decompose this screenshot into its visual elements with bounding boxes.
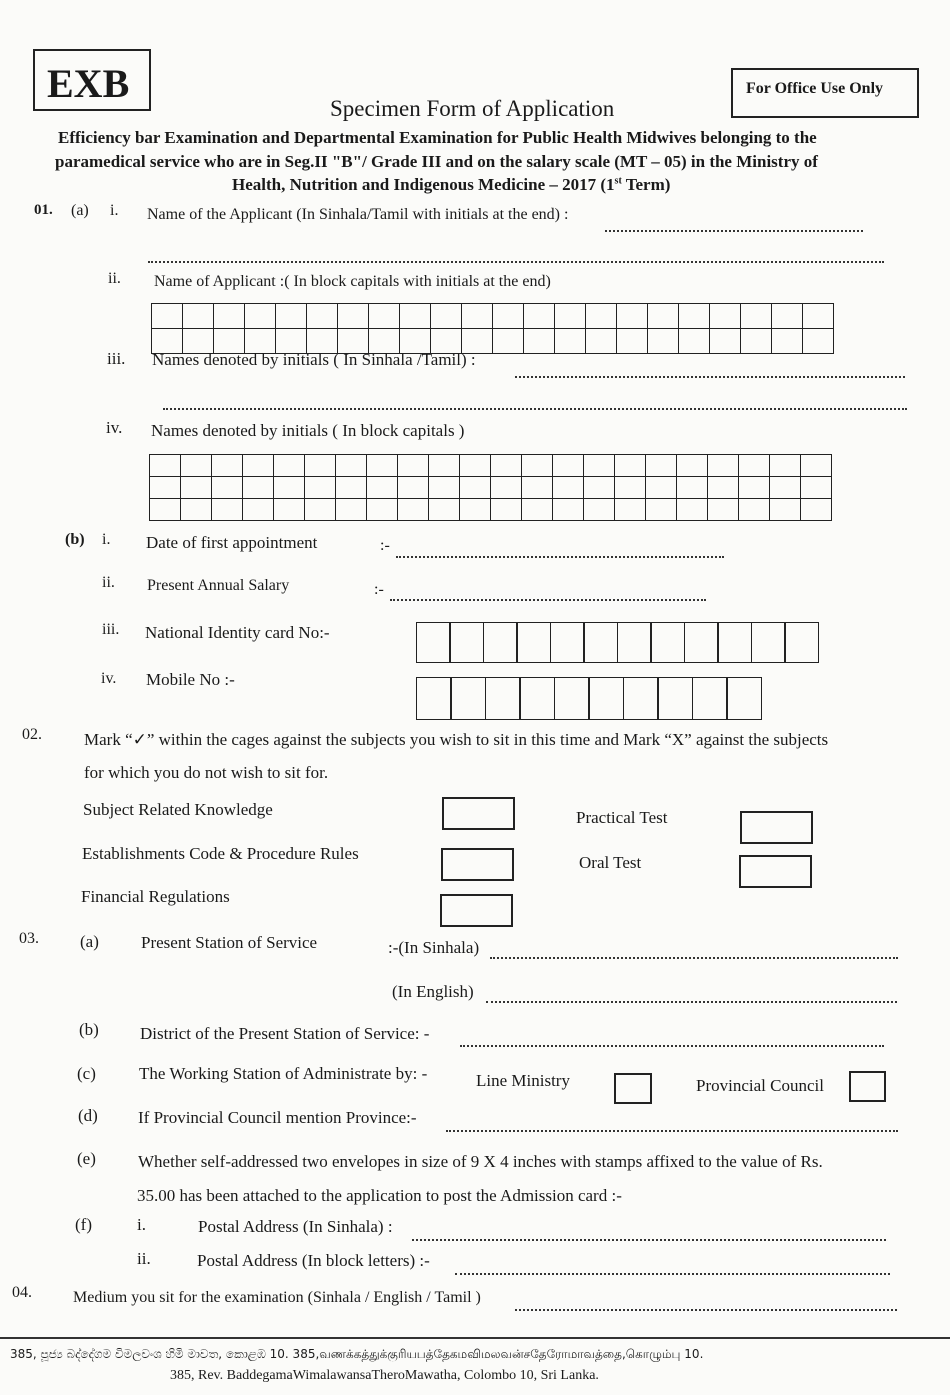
grid-cell[interactable]: [151, 303, 184, 330]
subtitle-end: Term): [621, 175, 671, 194]
practical-test-checkbox[interactable]: [740, 811, 813, 844]
initials-block-grid[interactable]: [150, 455, 832, 521]
sec3-b-label: (b): [79, 1020, 99, 1039]
grid-cell[interactable]: [180, 476, 213, 500]
grid-cell[interactable]: [521, 476, 554, 500]
footer-divider: [0, 1337, 950, 1339]
province-line[interactable]: [446, 1130, 898, 1132]
sec1-number: 01.: [34, 202, 53, 218]
grid-cell[interactable]: [213, 303, 246, 330]
grid-cell[interactable]: [707, 498, 740, 522]
grid-cell[interactable]: [676, 454, 709, 478]
mobile-box[interactable]: [554, 677, 590, 720]
grid-cell[interactable]: [647, 303, 680, 330]
administrate-label: The Working Station of Administrate by: -: [139, 1064, 428, 1083]
grid-cell[interactable]: [709, 328, 742, 355]
sec1-b-iii-num: iii.: [102, 621, 120, 638]
annual-salary-sep: :-: [374, 581, 384, 598]
grid-cell[interactable]: [800, 454, 833, 478]
mobile-box[interactable]: [623, 677, 659, 720]
grid-cell[interactable]: [645, 476, 678, 500]
line-ministry-label: Line Ministry: [476, 1071, 570, 1090]
mobile-box[interactable]: [485, 677, 521, 720]
sec1-a-iv-num: iv.: [106, 418, 123, 437]
grid-cell[interactable]: [738, 476, 771, 500]
provincial-council-checkbox[interactable]: [849, 1071, 886, 1102]
sec3-f-ii-num: ii.: [137, 1249, 151, 1268]
grid-cell[interactable]: [521, 454, 554, 478]
grid-cell[interactable]: [335, 476, 368, 500]
grid-cell[interactable]: [366, 498, 399, 522]
sec3-f-i-num: i.: [137, 1215, 146, 1234]
nic-box[interactable]: [583, 622, 618, 663]
practical-test-label: Practical Test: [576, 808, 668, 827]
grid-cell[interactable]: [740, 303, 773, 330]
subtitle-line-3: [232, 175, 670, 195]
initials-sinhala-line-1[interactable]: [515, 376, 905, 378]
grid-cell[interactable]: [614, 454, 647, 478]
mobile-box[interactable]: [657, 677, 693, 720]
applicant-name-sinhala-line-1[interactable]: [605, 230, 863, 232]
grid-cell[interactable]: [366, 476, 399, 500]
mobile-box[interactable]: [450, 677, 486, 720]
sec1-a-ii-num: ii.: [108, 270, 121, 287]
first-appointment-label: Date of first appointment: [146, 533, 318, 552]
postal-block-line[interactable]: [455, 1273, 890, 1275]
grid-cell[interactable]: [335, 498, 368, 522]
grid-cell[interactable]: [275, 303, 308, 330]
grid-cell[interactable]: [492, 328, 525, 355]
sec2-instruction-2: for which you do not wish to sit for.: [84, 763, 329, 782]
subtitle-line-2: paramedical service who are in Seg.II "B"/ Grade III and on the salary scale (MT – 05) in the Ministry of: [55, 152, 818, 171]
subtitle-line-1: Efficiency bar Examination and Departmental Examination for Public Health Midwives belonging to the: [58, 128, 817, 147]
nic-box[interactable]: [416, 622, 451, 663]
grid-cell[interactable]: [554, 303, 587, 330]
applicant-name-sinhala-line-2[interactable]: [148, 261, 884, 263]
nic-box[interactable]: [449, 622, 484, 663]
mobile-box[interactable]: [726, 677, 762, 720]
establishments-code-label: Establishments Code & Procedure Rules: [82, 844, 359, 863]
initials-sinhala-line-2[interactable]: [163, 408, 907, 410]
grid-cell[interactable]: [428, 498, 461, 522]
grid-cell[interactable]: [430, 303, 463, 330]
grid-cell[interactable]: [583, 498, 616, 522]
grid-cell[interactable]: [552, 454, 585, 478]
grid-cell[interactable]: [614, 498, 647, 522]
grid-cell[interactable]: [521, 498, 554, 522]
grid-cell[interactable]: [397, 498, 430, 522]
grid-cell[interactable]: [149, 454, 182, 478]
present-station-sinhala-line[interactable]: [490, 957, 898, 959]
grid-cell[interactable]: [645, 498, 678, 522]
mobile-label: Mobile No :-: [146, 670, 235, 689]
present-station-english-label: (In English): [392, 982, 474, 1001]
grid-cell[interactable]: [585, 328, 618, 355]
financial-regulations-checkbox[interactable]: [440, 894, 513, 927]
grid-cell[interactable]: [366, 454, 399, 478]
grid-cell[interactable]: [738, 454, 771, 478]
grid-cell[interactable]: [273, 476, 306, 500]
grid-cell[interactable]: [769, 498, 802, 522]
grid-cell[interactable]: [647, 328, 680, 355]
sec2-instruction-1: Mark “✓” within the cages against the subjects you wish to sit in this time and Mark “X” against the subjects: [84, 730, 829, 749]
applicant-name-sinhala-label: Name of the Applicant (In Sinhala/Tamil with initials at the end) :: [147, 206, 569, 223]
grid-cell[interactable]: [242, 454, 275, 478]
provincial-council-label: Provincial Council: [696, 1076, 824, 1095]
exb-code: EXB: [47, 61, 130, 106]
grid-cell[interactable]: [244, 303, 277, 330]
grid-cell[interactable]: [397, 454, 430, 478]
grid-cell[interactable]: [242, 498, 275, 522]
sec1-a-label: (a): [71, 202, 89, 219]
grid-cell[interactable]: [583, 454, 616, 478]
grid-cell[interactable]: [428, 454, 461, 478]
sec3-e-label: (e): [77, 1149, 96, 1168]
grid-cell[interactable]: [771, 303, 804, 330]
grid-cell[interactable]: [211, 454, 244, 478]
grid-cell[interactable]: [771, 328, 804, 355]
first-appointment-line[interactable]: [396, 556, 724, 558]
sec3-d-label: (d): [78, 1106, 98, 1125]
grid-cell[interactable]: [306, 303, 339, 330]
grid-cell[interactable]: [180, 498, 213, 522]
grid-cell[interactable]: [583, 476, 616, 500]
grid-cell[interactable]: [182, 303, 215, 330]
line-ministry-checkbox[interactable]: [614, 1073, 652, 1104]
province-label: If Provincial Council mention Province:-: [138, 1108, 417, 1127]
grid-cell[interactable]: [490, 498, 523, 522]
grid-cell[interactable]: [802, 303, 835, 330]
grid-cell[interactable]: [428, 476, 461, 500]
grid-cell[interactable]: [802, 328, 835, 355]
nic-box[interactable]: [717, 622, 752, 663]
grid-cell[interactable]: [459, 498, 492, 522]
grid-cell[interactable]: [740, 328, 773, 355]
grid-cell[interactable]: [368, 303, 401, 330]
grid-cell[interactable]: [461, 303, 494, 330]
nic-box[interactable]: [483, 622, 518, 663]
postal-sinhala-label: Postal Address (In Sinhala) :: [198, 1217, 393, 1236]
sec1-a-iii-num: iii.: [107, 349, 126, 368]
mobile-box[interactable]: [692, 677, 728, 720]
sec3-number: 03.: [19, 930, 39, 947]
financial-regulations-label: Financial Regulations: [81, 887, 230, 906]
grid-cell[interactable]: [769, 454, 802, 478]
nic-box[interactable]: [516, 622, 551, 663]
medium-label: Medium you sit for the examination (Sinhala / English / Tamil ): [73, 1289, 481, 1306]
grid-cell[interactable]: [273, 454, 306, 478]
nic-box[interactable]: [751, 622, 786, 663]
grid-cell[interactable]: [707, 454, 740, 478]
present-station-sinhala-label: :-(In Sinhala): [388, 938, 480, 957]
present-station-label: Present Station of Service: [141, 933, 318, 952]
nic-box[interactable]: [550, 622, 585, 663]
sec2-number: 02.: [22, 726, 42, 743]
subtitle-text: Health, Nutrition and Indigenous Medicine – 2017 (1: [232, 175, 615, 194]
mobile-box[interactable]: [519, 677, 555, 720]
subtitle-sup: st: [614, 175, 622, 187]
grid-cell[interactable]: [149, 476, 182, 500]
present-station-english-line[interactable]: [486, 1001, 897, 1003]
grid-cell[interactable]: [676, 498, 709, 522]
sec3-c-label: (c): [77, 1064, 96, 1083]
applicant-name-block-label: Name of Applicant :( In block capitals with initials at the end): [154, 273, 551, 290]
sec1-b-label: (b): [65, 531, 85, 548]
initials-sinhala-label: Names denoted by initials ( In Sinhala /Tamil) :: [152, 350, 476, 369]
grid-cell[interactable]: [614, 476, 647, 500]
annual-salary-label: Present Annual Salary: [147, 577, 290, 594]
footer-address-local: 385, පූජ්‍ය බද්දේගම විමලවංශ හිමි මාවත, කොළඹ 10. 385,வணக்கத்துக்குரியபத்தேகமவிமலவன்சதேரோமாவத்தை,கொழும்பு 10.: [10, 1347, 704, 1361]
grid-cell[interactable]: [800, 498, 833, 522]
grid-cell[interactable]: [337, 303, 370, 330]
grid-cell[interactable]: [149, 498, 182, 522]
grid-cell[interactable]: [554, 328, 587, 355]
grid-cell[interactable]: [676, 476, 709, 500]
first-appointment-sep: :-: [380, 537, 390, 554]
grid-cell[interactable]: [616, 303, 649, 330]
sec1-b-ii-num: ii.: [102, 574, 115, 591]
grid-cell[interactable]: [800, 476, 833, 500]
grid-cell[interactable]: [304, 476, 337, 500]
annual-salary-line[interactable]: [390, 599, 706, 601]
nic-label: National Identity card No:-: [145, 623, 330, 642]
grid-cell[interactable]: [552, 498, 585, 522]
subject-related-knowledge-label: Subject Related Knowledge: [83, 800, 273, 819]
envelopes-text-2: 35.00 has been attached to the application to post the Admission card :-: [137, 1186, 622, 1205]
grid-cell[interactable]: [211, 476, 244, 500]
medium-line[interactable]: [515, 1309, 897, 1311]
grid-cell[interactable]: [585, 303, 618, 330]
applicant-name-block-grid[interactable]: [152, 304, 834, 354]
subject-related-knowledge-checkbox[interactable]: [442, 797, 515, 830]
sec1-b-iv-num: iv.: [101, 670, 117, 687]
nic-boxes[interactable]: [417, 622, 819, 663]
grid-cell[interactable]: [678, 303, 711, 330]
grid-cell[interactable]: [399, 303, 432, 330]
grid-cell[interactable]: [738, 498, 771, 522]
grid-cell[interactable]: [459, 454, 492, 478]
sec3-f-label: (f): [75, 1215, 92, 1234]
grid-cell[interactable]: [304, 454, 337, 478]
sec4-number: 04.: [12, 1284, 32, 1301]
initials-block-label: Names denoted by initials ( In block capitals ): [151, 421, 465, 440]
envelopes-text-1: Whether self-addressed two envelopes in size of 9 X 4 inches with stamps affixed to the value of Rs.: [138, 1152, 823, 1171]
grid-cell[interactable]: [709, 303, 742, 330]
grid-cell[interactable]: [242, 476, 275, 500]
nic-box[interactable]: [784, 622, 819, 663]
sec1-a-i-num: i.: [110, 202, 119, 219]
grid-cell[interactable]: [707, 476, 740, 500]
grid-cell[interactable]: [304, 498, 337, 522]
nic-box[interactable]: [684, 622, 719, 663]
sec3-a-label: (a): [80, 932, 99, 951]
postal-sinhala-line[interactable]: [412, 1239, 886, 1241]
grid-cell[interactable]: [180, 454, 213, 478]
nic-box[interactable]: [617, 622, 652, 663]
grid-cell[interactable]: [397, 476, 430, 500]
grid-cell[interactable]: [335, 454, 368, 478]
mobile-boxes[interactable]: [417, 677, 762, 720]
establishments-code-checkbox[interactable]: [441, 848, 514, 881]
form-title: Specimen Form of Application: [330, 96, 615, 121]
oral-test-checkbox[interactable]: [739, 855, 812, 888]
grid-cell[interactable]: [523, 328, 556, 355]
mobile-box[interactable]: [588, 677, 624, 720]
grid-cell[interactable]: [645, 454, 678, 478]
grid-cell[interactable]: [273, 498, 306, 522]
grid-cell[interactable]: [552, 476, 585, 500]
grid-cell[interactable]: [492, 303, 525, 330]
grid-cell[interactable]: [678, 328, 711, 355]
grid-cell[interactable]: [459, 476, 492, 500]
sec1-b-i-num: i.: [102, 531, 111, 548]
grid-cell[interactable]: [523, 303, 556, 330]
district-line[interactable]: [460, 1045, 884, 1047]
footer-address-english: 385, Rev. BaddegamaWimalawansaTheroMawatha, Colombo 10, Sri Lanka.: [170, 1368, 599, 1383]
grid-cell[interactable]: [769, 476, 802, 500]
grid-cell[interactable]: [616, 328, 649, 355]
grid-cell[interactable]: [211, 498, 244, 522]
oral-test-label: Oral Test: [579, 853, 642, 872]
grid-cell[interactable]: [490, 454, 523, 478]
grid-cell[interactable]: [490, 476, 523, 500]
nic-box[interactable]: [650, 622, 685, 663]
district-label: District of the Present Station of Service: -: [140, 1024, 430, 1043]
office-use-label: For Office Use Only: [746, 80, 884, 97]
postal-block-label: Postal Address (In block letters) :-: [197, 1251, 430, 1270]
mobile-box[interactable]: [416, 677, 452, 720]
